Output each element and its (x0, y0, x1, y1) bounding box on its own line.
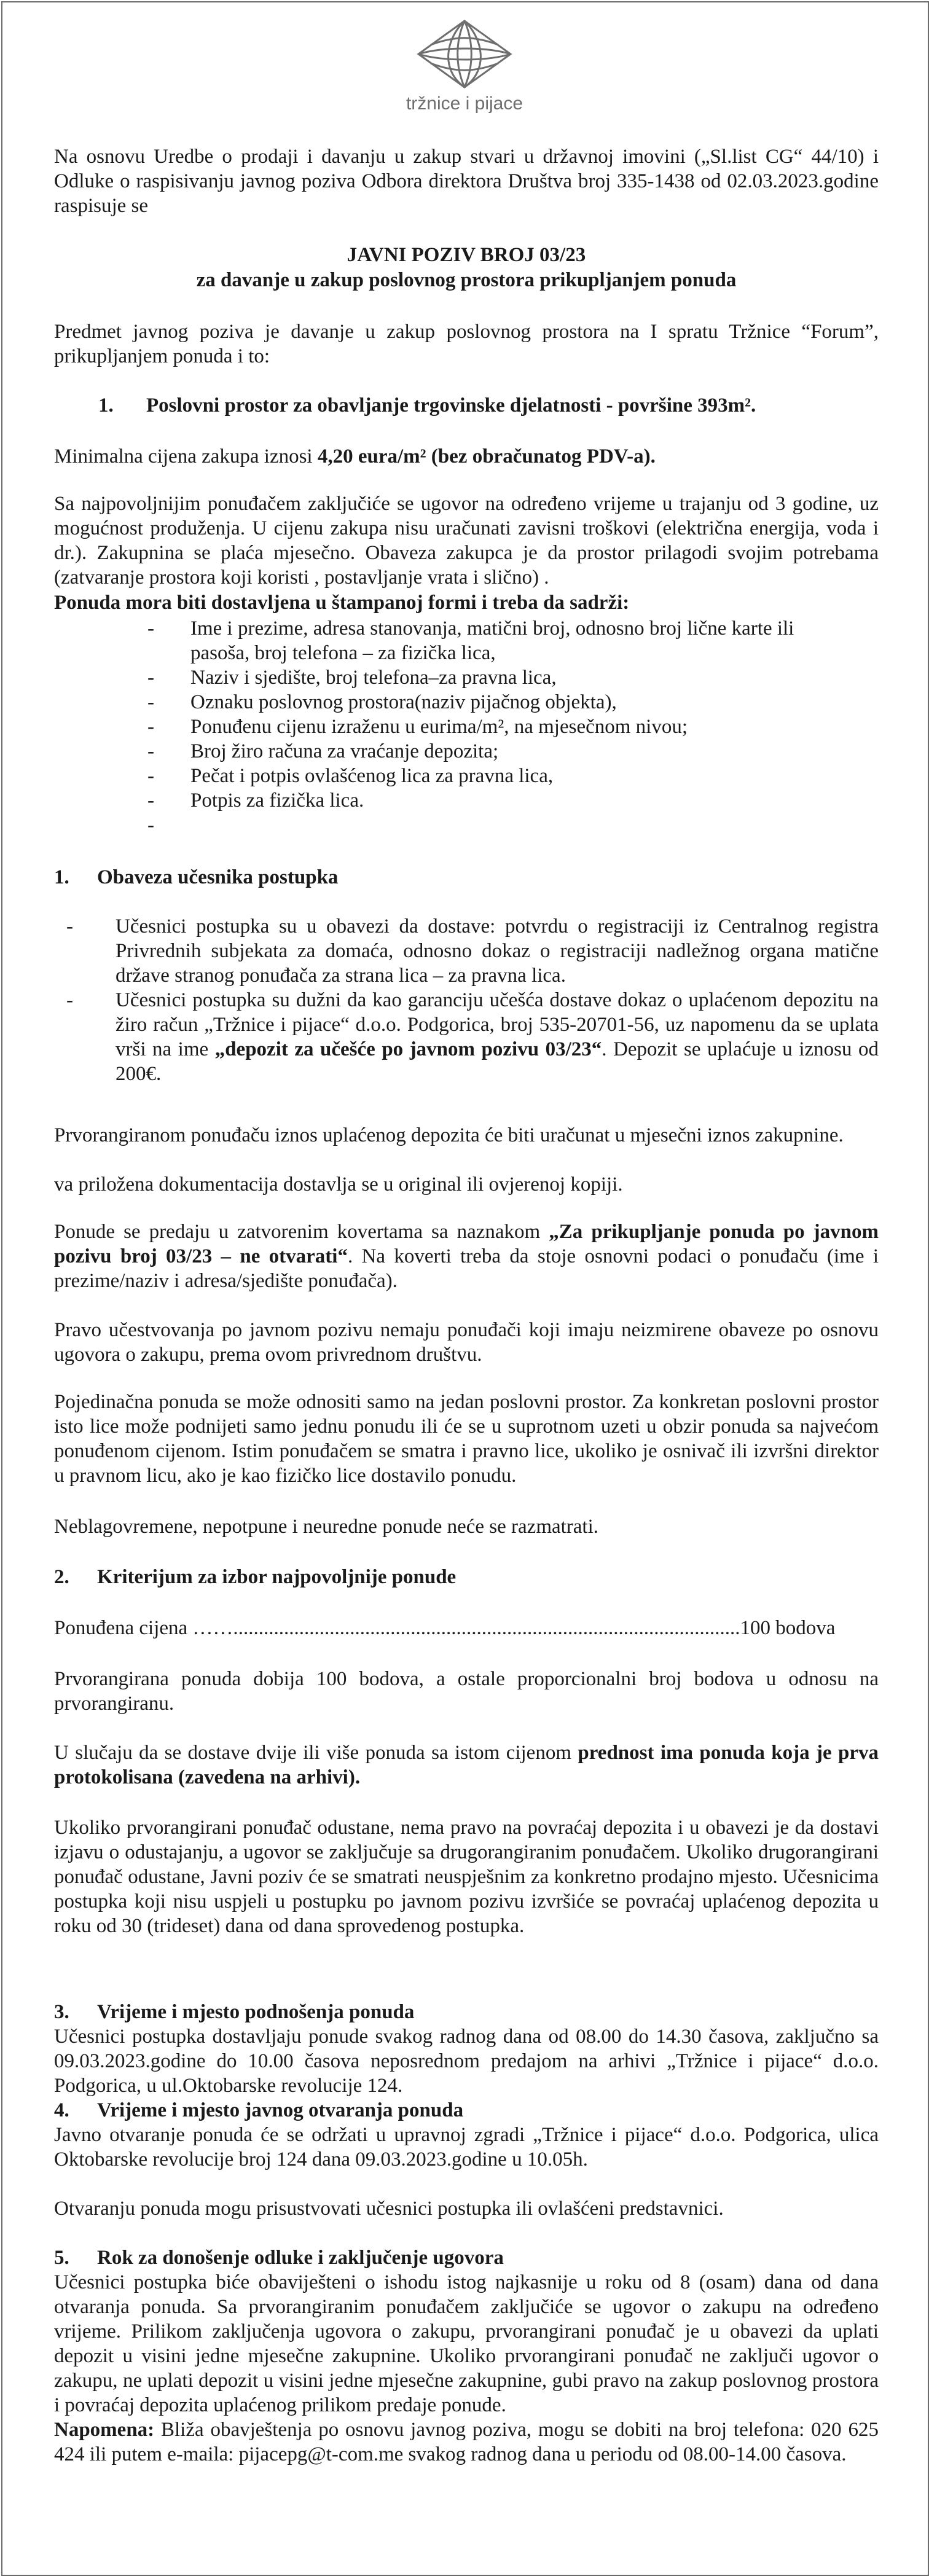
documentation-paragraph: va priložena dokumentacija dostavlja se u original ili ovjerenoj kopiji. (54, 1173, 623, 1196)
late-offers-paragraph: Neblagovremene, nepotpune i neuredne ponude neće se razmatrati. (54, 1516, 599, 1538)
note-paragraph: Napomena: Bliža obavještenja po osnovu javnog poziva, mogu se dobiti na broj telefona: 020 625 424 ili putem e-maila: pijacepg@t-com.me svakog radnog dana u periodu od 08.00-14.00 časova. (54, 2419, 879, 2465)
deposit-paragraph: Prvorangiranom ponuđaču iznos uplaćenog depozita će biti uračunat u mjesečni iznos zakupnine. (54, 1124, 844, 1146)
section-1-heading: 1. Obaveza učesnika postupka (54, 866, 339, 888)
min-price-paragraph (54, 444, 879, 469)
section-4-heading: 4. Vrijeme i mjesto javnog otvaranja ponuda (54, 2099, 464, 2121)
min-price-label: Minimalna cijena zakupa iznosi (54, 445, 318, 468)
logo-emblem-icon (412, 17, 517, 91)
obligations-list (66, 914, 879, 1086)
item-1-number: 1. (98, 394, 114, 417)
single-offer-paragraph: Pojedinačna ponuda se može odnositi samo na jedan poslovni prostor. Za konkretan poslovni prostor isto lice može podnijeti samo jednu ponudu ili će se u suprotnom uzeti u obzir ponuda sa najvećom ponuđenom cijenom. Istim ponuđačem se smatra i pravno lice, ukoliko je osnivač ili izvršni direktor u pravnom licu, ako je kao fizičko lice dostavilo ponudu. (54, 1391, 879, 1487)
section-2-heading: 2. Kriterijum za izbor najpovoljnije ponude (54, 1566, 457, 1588)
min-price-value: 4,20 eura/m² (bez obračunatog PDV-a). (317, 445, 656, 468)
section-5-heading: 5. Rok za donošenje odluke i zaključenje ugovora (54, 2247, 504, 2269)
list-item: - Pečat i potpis ovlašćenog lica za pravna lica, (147, 765, 554, 787)
intro-paragraph: Na osnovu Uredbe o prodaji i davanju u zakup stvari u državnoj imovini („Sl.list CG“ 44/10) i Odluke o raspisivanju javnog poziva Odbora direktora Društva broj 335-1438 od 02.03.2023.godine raspisuje se (54, 146, 879, 217)
price-points-line: Ponuđena cijena ……....................................................................................................100 bodova (54, 1617, 836, 1639)
document-title: JAVNI POZIV BROJ 03/23 (347, 244, 586, 266)
document-subtitle: za davanje u zakup poslovnog prostora prikupljanjem ponuda (196, 269, 737, 291)
contract-paragraph: Sa najpovoljnijim ponuđačem zaključiće se ugovor na određeno vrijeme u trajanju od 3 godine, uz mogućnost produženja. U cijenu zakupa nisu uračunati zavisni troškovi (električna energija, voda i dr.). Zakupnina se plaća mjesečno. Obaveza zakupca je da prostor prilagodi svojim potrebama (zatvaranje prostora koji koristi , postavljanje vrata i slično) . (54, 493, 879, 589)
list-item: - Ponuđenu cijenu izraženu u eurima/m², na mjesečnom nivou; (147, 716, 688, 738)
section-3-text: Učesnici postupka dostavljaju ponude svakog radnog dana od 08.00 do 14.30 časova, zaključno sa 09.03.2023.godine do 10.00 časova neposrednom predajom na arhivi „Tržnice i pijace“ d.o.o. Podgorica, u ul.Oktobarske revolucije 124. (54, 2026, 879, 2097)
company-logo (382, 17, 547, 140)
list-item: - Broj žiro računa za vraćanje depozita; (147, 740, 499, 762)
withdrawal-paragraph: Ukoliko prvorangirani ponuđač odustane, nema pravo na povraćaj depozita i u obavezi je da dostavi izjavu o odustajanju, a ugovor se zaključuje sa drugorangiranim ponuđačem. Ukoliko drugorangirani ponuđač odustane, Javni poziv će se smatrati neuspješnim za konkretno prodajno mjesto. Učesnicima postupka koji nisu uspjeli u postupku po javnom pozivu izvršiće se povraćaj uplaćenog depozita u roku od 30 (trideset) dana od dana sprovedenog postupka. (54, 1817, 879, 1937)
subject-paragraph: Predmet javnog poziva je davanje u zakup poslovnog prostora na I spratu Tržnice “Forum”, prikupljanjem ponuda i to: (54, 321, 879, 367)
eligibility-paragraph: Pravo učestvovanja po javnom pozivu nemaju ponuđači koji imaju neizmirene obaveze po osnovu ugovora o zakupu, prema ovom privrednom društvu. (54, 1319, 879, 1366)
points-paragraph: Prvorangirana ponuda dobija 100 bodova, a ostale proporcionalni broj bodova u odnosu na prvorangiranu. (54, 1668, 879, 1715)
list-item: - Potpis za fizička lica. (147, 789, 364, 812)
note-label: Napomena: (54, 2419, 155, 2441)
logo-text: tržnice i pijace (406, 93, 523, 114)
section-3-heading: 3. Vrijeme i mjesto podnošenja ponuda (54, 2001, 415, 2023)
section-5-text: Učesnici postupka biće obaviješteni o ishodu istog najkasnije u roku od 8 (osam) dana od dana otvaranja ponuda. Sa prvorangiranim ponuđačem zaključiće se ugovor o zakupu na određeno vrijeme. Prilikom zaključenja ugovora o zakupu, prvorangirani ponuđač je u obavezi da uplati depozit u visini jedne mjesečne zakupnine. Ukoliko prvorangirani ponuđač ne zaključi ugovor o zakupu, ne uplati depozit u visini jedne mjesečne zakupnine, gubi pravo na zakup poslovnog prostora i povraćaj depozita uplaćenog prilikom predaje ponude. (54, 2271, 879, 2416)
list-item: - Učesnici postupka su dužni da kao garanciju učešća dostave dokaz o uplaćenom depozitu na žiro račun „Tržnice i pijace“ d.o.o. Podgorica, broj 535-20701-56, uz napomenu da se uplata vrši na ime „depozit za učešće po javnom pozivu 03/23“. Depozit se uplaćuje u iznosu od 200€. (66, 989, 879, 1085)
list-item: - Učesnici postupka su u obavezi da dostave: potvrdu o registraciji iz Centralnog registra Privrednih subjekata za domaća, odnosno dokaz o registraciji nadležnog organa matične države stranog ponuđača za strana lica – za pravna lica. (66, 915, 879, 987)
list-item: - Ime i prezime, adresa stanovanja, matični broj, odnosno broj lične karte ili pasoša, broj telefona – za fizička lica, (147, 617, 794, 664)
list-item: - Naziv i sjedište, broj telefona–za pravna lica, (147, 667, 557, 689)
item-1-text: Poslovni prostor za obavljanje trgovinske djelatnosti - površine 393m². (146, 394, 756, 417)
offer-heading: Ponuda mora biti dostavljena u štampanoj formi i treba da sadrži: (54, 592, 630, 614)
envelope-paragraph: Ponude se predaju u zatvorenim kovertama sa naznakom „Za prikupljanje ponuda po javnom pozivu broj 03/23 – ne otvarati“. Na koverti treba da stoje osnovni podaci o ponuđaču (ime i prezime/naziv i adresa/sjedište ponuđača). (54, 1221, 879, 1292)
list-item: - Oznaku poslovnog prostora(naziv pijačnog objekta), (147, 691, 617, 713)
tie-paragraph: U slučaju da se dostave dvije ili više ponuda sa istom cijenom prednost ima ponuda koja je prva protokolisana (zavedena na arhivi). (54, 1742, 879, 1788)
section-4-text: Javno otvaranje ponuda će se održati u upravnoj zgradi „Tržnice i pijace“ d.o.o. Podgorica, ulica Oktobarske revolucije broj 124 dana 09.03.2023.godine u 10.05h. (54, 2124, 879, 2171)
offer-requirements-list: - Ime i prezime, adresa stanovanja, matični broj, odnosno broj lične karte ili pasoša, broj telefona – za fizička lica, - Naziv i sjedište, broj telefona–za pravna lica, - Oznaku poslovnog prostora(naziv pijačnog objekta), - Ponuđenu cijenu izraženu u eurima/m², na mjesečnom nivou; - Broj žiro računa za vraćanje depozita; - Pečat i potpis ovlašćenog lica za pravna lica, - Potpis za fizička lica. - (190, 616, 829, 813)
attendance-paragraph: Otvaranju ponuda mogu prisustvovati učesnici postupka ili ovlašćeni predstavnici. (54, 2198, 724, 2220)
